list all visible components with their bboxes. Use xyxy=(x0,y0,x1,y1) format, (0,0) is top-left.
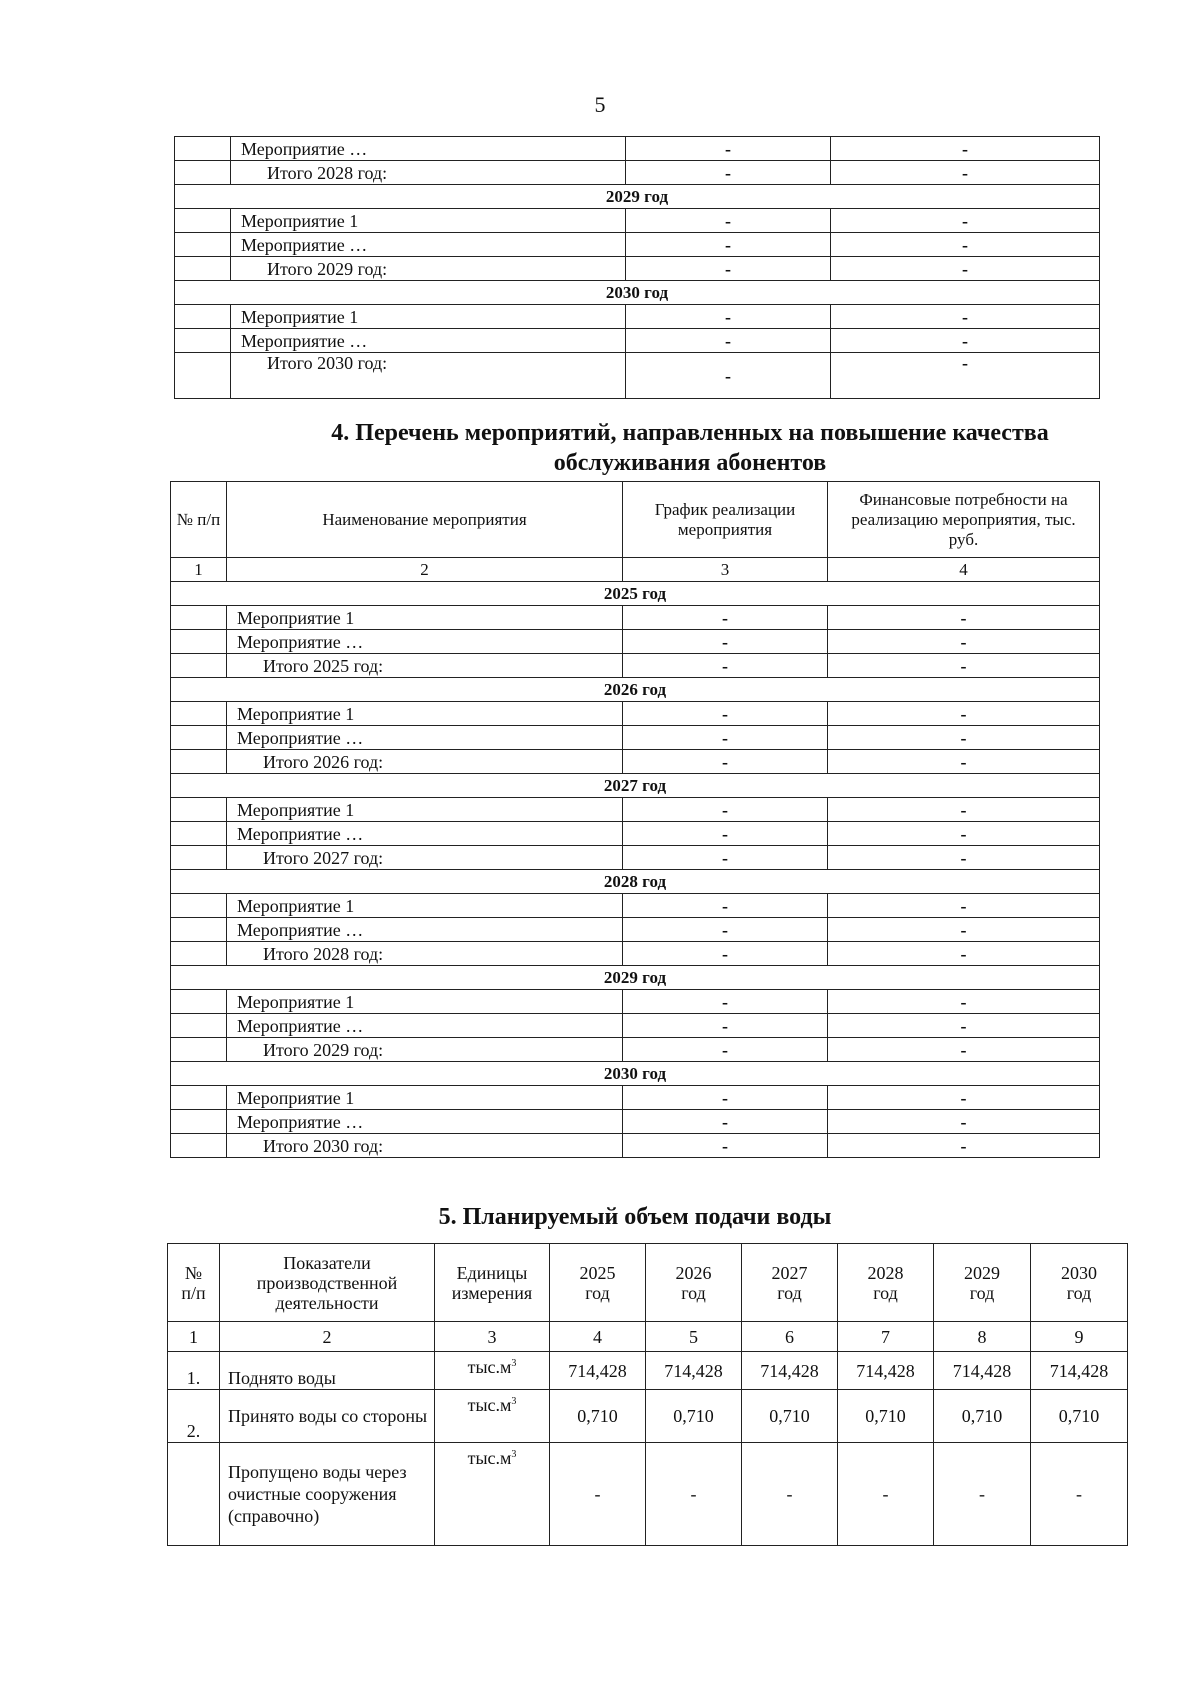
schedule-cell: - xyxy=(626,257,831,281)
measure-name: Мероприятие 1 xyxy=(227,798,623,822)
finance-cell: - xyxy=(828,1086,1100,1110)
schedule-cell: - xyxy=(623,1086,828,1110)
table-header-row xyxy=(168,1244,1128,1322)
total-label: Итого 2025 год: xyxy=(227,654,623,678)
year-label: 2026 год xyxy=(171,678,1100,702)
year-label: 2030 год xyxy=(171,1062,1100,1086)
table-row xyxy=(168,1352,1128,1390)
row-unit: $тыс.м^3$ xyxy=(435,1443,550,1546)
header-unit: Единицы измерения xyxy=(435,1244,550,1322)
value-cell: 0,710 xyxy=(550,1390,646,1443)
schedule-cell: - xyxy=(623,990,828,1014)
finance-cell: - xyxy=(828,798,1100,822)
column-number-row xyxy=(171,558,1100,582)
table-row xyxy=(175,209,1100,233)
col-number: 5 xyxy=(646,1322,742,1352)
schedule-cell: - xyxy=(626,137,831,161)
col-number: 4 xyxy=(828,558,1100,582)
section-4-title xyxy=(250,418,1130,478)
table-row xyxy=(171,1038,1100,1062)
col-number: 3 xyxy=(435,1322,550,1352)
header-name: Наименование мероприятия xyxy=(227,482,623,558)
col-number: 1 xyxy=(168,1322,220,1352)
finance-cell: - xyxy=(828,894,1100,918)
schedule-cell: - xyxy=(623,798,828,822)
section-4-title-line2: обслуживания абонентов xyxy=(553,450,827,476)
finance-cell: - xyxy=(828,606,1100,630)
table-row xyxy=(171,1134,1100,1158)
finance-cell: - xyxy=(828,1134,1100,1158)
table-row xyxy=(168,1390,1128,1443)
col-number: 4 xyxy=(550,1322,646,1352)
measure-name: Мероприятие … xyxy=(227,630,623,654)
table-row xyxy=(175,161,1100,185)
year-label: 2028 год xyxy=(171,870,1100,894)
schedule-cell: - xyxy=(623,894,828,918)
num-cell xyxy=(171,606,227,630)
num-cell xyxy=(171,918,227,942)
table-header-row xyxy=(171,482,1100,558)
year-header-row xyxy=(175,281,1100,305)
row-label: Поднято воды xyxy=(220,1352,435,1390)
num-cell xyxy=(175,209,231,233)
schedule-cell: - xyxy=(626,161,831,185)
finance-cell: - xyxy=(831,161,1100,185)
schedule-cell: - xyxy=(623,1134,828,1158)
num-cell xyxy=(171,654,227,678)
year-label: 2025 год xyxy=(171,582,1100,606)
value-cell: 714,428 xyxy=(838,1352,934,1390)
num-cell xyxy=(171,1086,227,1110)
finance-cell: - xyxy=(828,846,1100,870)
measure-name: Мероприятие … xyxy=(231,233,626,257)
measure-name: Мероприятие … xyxy=(231,329,626,353)
measure-name: Мероприятие … xyxy=(231,137,626,161)
finance-cell: - xyxy=(828,918,1100,942)
finance-cell: - xyxy=(828,654,1100,678)
column-number-row xyxy=(168,1322,1128,1352)
header-num: № п/п xyxy=(171,482,227,558)
value-cell: 714,428 xyxy=(742,1352,838,1390)
col-number: 7 xyxy=(838,1322,934,1352)
measure-name: Мероприятие … xyxy=(227,918,623,942)
num-cell xyxy=(171,1110,227,1134)
finance-cell: - xyxy=(828,1110,1100,1134)
header-year: 2026 год xyxy=(646,1244,742,1322)
total-label: Итого 2028 год: xyxy=(227,942,623,966)
measure-name: Мероприятие 1 xyxy=(231,305,626,329)
total-label: Итого 2030 год: xyxy=(231,353,626,399)
finance-cell: - xyxy=(831,209,1100,233)
num-cell xyxy=(171,1038,227,1062)
page-number: 5 xyxy=(594,92,606,117)
finance-cell: - xyxy=(831,329,1100,353)
section-5-title: 5. Планируемый объем подачи воды xyxy=(438,1204,832,1230)
value-cell: - xyxy=(646,1443,742,1546)
header-year: 2028 год xyxy=(838,1244,934,1322)
num-cell xyxy=(175,233,231,257)
header-year: 2025 год xyxy=(550,1244,646,1322)
num-cell xyxy=(171,990,227,1014)
value-cell: - xyxy=(838,1443,934,1546)
num-cell xyxy=(175,257,231,281)
row-unit: $тыс.м^3$ xyxy=(435,1390,550,1443)
schedule-cell: - xyxy=(623,846,828,870)
num-cell xyxy=(171,750,227,774)
schedule-cell: - xyxy=(623,750,828,774)
finance-cell: - xyxy=(828,726,1100,750)
schedule-cell: - xyxy=(623,918,828,942)
col-number: 2 xyxy=(227,558,623,582)
value-cell: 0,710 xyxy=(1031,1390,1128,1443)
measure-name: Мероприятие … xyxy=(227,1014,623,1038)
table-row xyxy=(171,1110,1100,1134)
table-row xyxy=(171,990,1100,1014)
continuation-table xyxy=(174,136,1100,399)
total-label: Итого 2030 год: xyxy=(227,1134,623,1158)
schedule-cell: - xyxy=(623,1038,828,1062)
finance-cell: - xyxy=(831,353,1100,399)
header-year: 2030 год xyxy=(1031,1244,1128,1322)
num-cell xyxy=(175,161,231,185)
table-row xyxy=(171,798,1100,822)
num-cell xyxy=(171,726,227,750)
value-cell: - xyxy=(1031,1443,1128,1546)
schedule-cell: - xyxy=(623,606,828,630)
section-4-title-line1: 4. Перечень мероприятий, направленных на повышение качества xyxy=(331,420,1049,446)
measure-name: Мероприятие 1 xyxy=(227,990,623,1014)
header-indicator: Показатели производственной деятельности xyxy=(220,1244,435,1322)
num-cell xyxy=(171,630,227,654)
measure-name: Мероприятие 1 xyxy=(227,606,623,630)
year-header-row xyxy=(171,966,1100,990)
table-row xyxy=(168,1443,1128,1546)
total-label: Итого 2026 год: xyxy=(227,750,623,774)
col-number: 6 xyxy=(742,1322,838,1352)
finance-cell: - xyxy=(831,233,1100,257)
value-cell: 714,428 xyxy=(646,1352,742,1390)
table-row xyxy=(175,329,1100,353)
col-number: 9 xyxy=(1031,1322,1128,1352)
year-label: 2029 год xyxy=(175,185,1100,209)
num-cell xyxy=(175,305,231,329)
row-label: Принято воды со стороны xyxy=(220,1390,435,1443)
value-cell: - xyxy=(742,1443,838,1546)
num-cell xyxy=(171,846,227,870)
year-header-row xyxy=(171,1062,1100,1086)
finance-cell: - xyxy=(831,257,1100,281)
num-cell xyxy=(171,702,227,726)
measure-name: Мероприятие 1 xyxy=(231,209,626,233)
year-label: 2027 год xyxy=(171,774,1100,798)
table-row xyxy=(171,1086,1100,1110)
num-cell xyxy=(175,137,231,161)
table-row xyxy=(171,606,1100,630)
header-year: 2029 год xyxy=(934,1244,1031,1322)
num-cell xyxy=(171,894,227,918)
table-row xyxy=(171,702,1100,726)
value-cell: 714,428 xyxy=(1031,1352,1128,1390)
table-row xyxy=(171,654,1100,678)
table-row xyxy=(175,305,1100,329)
year-header-row xyxy=(171,678,1100,702)
year-header-row xyxy=(171,870,1100,894)
col-number: 2 xyxy=(220,1322,435,1352)
total-label: Итого 2028 год: xyxy=(231,161,626,185)
measure-name: Мероприятие … xyxy=(227,726,623,750)
table-row xyxy=(171,846,1100,870)
num-cell xyxy=(171,942,227,966)
finance-cell: - xyxy=(828,750,1100,774)
num-cell xyxy=(171,1014,227,1038)
finance-cell: - xyxy=(828,990,1100,1014)
table-row xyxy=(175,137,1100,161)
finance-cell: - xyxy=(828,1038,1100,1062)
table-row xyxy=(171,918,1100,942)
schedule-cell: - xyxy=(623,630,828,654)
measure-name: Мероприятие 1 xyxy=(227,702,623,726)
value-cell: 0,710 xyxy=(934,1390,1031,1443)
year-header-row xyxy=(175,185,1100,209)
header-year: 2027 год xyxy=(742,1244,838,1322)
total-label: Итого 2027 год: xyxy=(227,846,623,870)
table-row xyxy=(171,822,1100,846)
year-header-row xyxy=(171,582,1100,606)
row-unit: $тыс.м^3$ xyxy=(435,1352,550,1390)
table-row xyxy=(171,942,1100,966)
col-number: 3 xyxy=(623,558,828,582)
table-row xyxy=(175,233,1100,257)
row-num: 1. xyxy=(168,1352,220,1390)
finance-cell: - xyxy=(831,305,1100,329)
finance-cell: - xyxy=(828,822,1100,846)
row-num xyxy=(168,1443,220,1546)
table-row xyxy=(171,750,1100,774)
schedule-cell: - xyxy=(626,209,831,233)
schedule-cell: - xyxy=(626,233,831,257)
num-cell xyxy=(175,353,231,399)
header-num: № п/п xyxy=(168,1244,220,1322)
value-cell: 714,428 xyxy=(934,1352,1031,1390)
finance-cell: - xyxy=(828,630,1100,654)
schedule-cell: - xyxy=(623,654,828,678)
schedule-cell: - xyxy=(623,1110,828,1134)
measure-name: Мероприятие 1 xyxy=(227,894,623,918)
schedule-cell: - xyxy=(626,329,831,353)
water-supply-table xyxy=(167,1243,1128,1546)
table-row xyxy=(171,894,1100,918)
schedule-cell: - xyxy=(623,942,828,966)
table-row xyxy=(171,726,1100,750)
year-label: 2029 год xyxy=(171,966,1100,990)
measure-name: Мероприятие … xyxy=(227,822,623,846)
table-row xyxy=(175,353,1100,399)
schedule-cell: - xyxy=(623,1014,828,1038)
col-number: 1 xyxy=(171,558,227,582)
total-label: Итого 2029 год: xyxy=(227,1038,623,1062)
value-cell: 0,710 xyxy=(646,1390,742,1443)
measures-table xyxy=(170,481,1100,1158)
finance-cell: - xyxy=(831,137,1100,161)
num-cell xyxy=(171,822,227,846)
header-finance: Финансовые потребности на реализацию мероприятия, тыс. руб. xyxy=(828,482,1100,558)
table-row xyxy=(171,1014,1100,1038)
row-num: 2. xyxy=(168,1390,220,1443)
value-cell: 714,428 xyxy=(550,1352,646,1390)
col-number: 8 xyxy=(934,1322,1031,1352)
finance-cell: - xyxy=(828,1014,1100,1038)
schedule-cell: - xyxy=(623,726,828,750)
num-cell xyxy=(171,1134,227,1158)
table-row xyxy=(171,630,1100,654)
row-label: Пропущено воды через очистные сооружения (справочно) xyxy=(220,1443,435,1546)
year-label: 2030 год xyxy=(175,281,1100,305)
num-cell xyxy=(171,798,227,822)
year-header-row xyxy=(171,774,1100,798)
value-cell: 0,710 xyxy=(838,1390,934,1443)
measure-name: Мероприятие 1 xyxy=(227,1086,623,1110)
value-cell: - xyxy=(550,1443,646,1546)
schedule-cell: - xyxy=(623,822,828,846)
finance-cell: - xyxy=(828,942,1100,966)
table-row xyxy=(175,257,1100,281)
num-cell xyxy=(175,329,231,353)
total-label: Итого 2029 год: xyxy=(231,257,626,281)
header-schedule: График реализации мероприятия xyxy=(623,482,828,558)
schedule-cell: - xyxy=(626,305,831,329)
schedule-cell: - xyxy=(626,353,831,399)
value-cell: - xyxy=(934,1443,1031,1546)
finance-cell: - xyxy=(828,702,1100,726)
measure-name: Мероприятие … xyxy=(227,1110,623,1134)
value-cell: 0,710 xyxy=(742,1390,838,1443)
schedule-cell: - xyxy=(623,702,828,726)
